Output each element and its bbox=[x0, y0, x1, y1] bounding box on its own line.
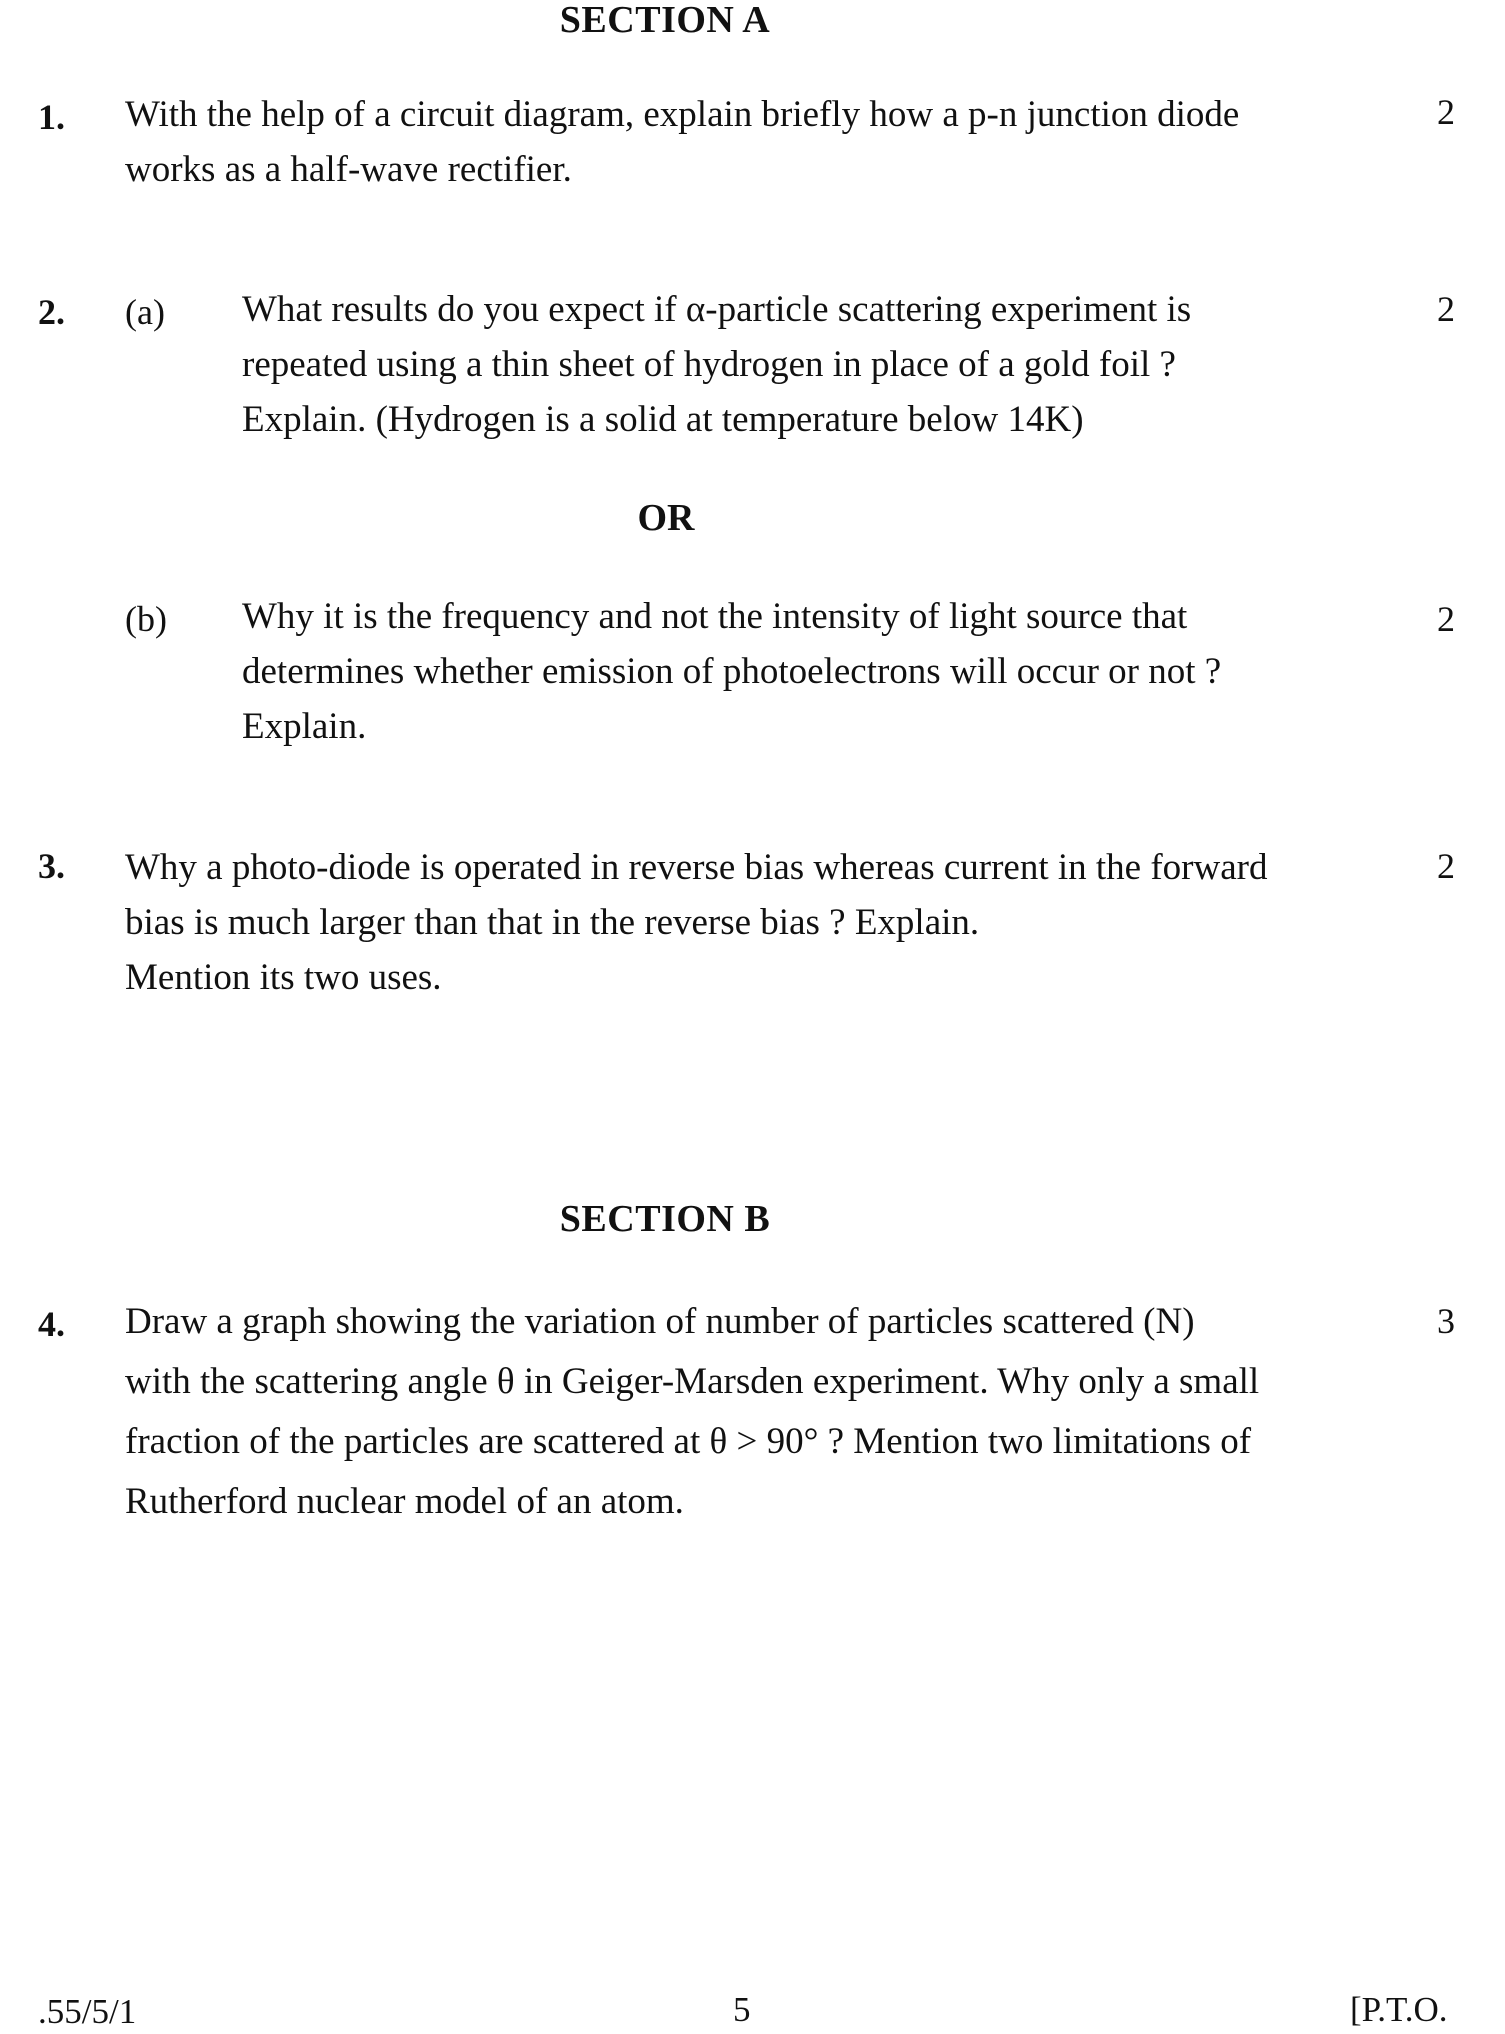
question-1-line-2: works as a half-wave rectifier. bbox=[125, 149, 572, 190]
question-4-line-4: Rutherford nuclear model of an atom. bbox=[125, 1481, 684, 1522]
question-4-text bbox=[125, 1292, 1295, 1532]
footer-pto: [P.T.O. bbox=[1350, 1990, 1448, 2029]
question-3-text bbox=[125, 840, 1295, 1005]
question-4-number: 4. bbox=[38, 1304, 65, 1344]
question-3-line-3: Mention its two uses. bbox=[125, 957, 442, 998]
question-2b-line-1: Why it is the frequency and not the intensity of light source that bbox=[242, 596, 1188, 637]
question-3-line-1: Why a photo-diode is operated in reverse bias whereas current in the forward bbox=[125, 847, 1268, 888]
question-4-line-1: Draw a graph showing the variation of number of particles scattered (N) bbox=[125, 1301, 1195, 1342]
question-1-text bbox=[125, 87, 1295, 197]
question-2a-line-3: Explain. (Hydrogen is a solid at temperature below 14K) bbox=[242, 399, 1084, 440]
or-label: OR bbox=[637, 497, 695, 539]
question-2a-line-2: repeated using a thin sheet of hydrogen in place of a gold foil ? bbox=[242, 344, 1176, 385]
question-1-number: 1. bbox=[38, 97, 65, 137]
section-b-heading: SECTION B bbox=[559, 1198, 771, 1240]
question-2a-line-1: What results do you expect if α-particle scattering experiment is bbox=[242, 289, 1192, 330]
footer-paper-code: .55/5/1 bbox=[38, 1992, 137, 2031]
question-2-number: 2. bbox=[38, 292, 65, 332]
question-1-marks: 2 bbox=[1437, 92, 1455, 132]
question-3-number: 3. bbox=[38, 846, 65, 886]
question-2b-text bbox=[242, 589, 1295, 754]
question-2b-marks: 2 bbox=[1437, 599, 1455, 639]
question-2b-line-2: determines whether emission of photoelectrons will occur or not ? bbox=[242, 651, 1222, 692]
question-2a-text bbox=[242, 282, 1295, 447]
footer-page-number: 5 bbox=[733, 1990, 751, 2029]
question-2a-label: (a) bbox=[125, 292, 165, 332]
question-2b-line-3: Explain. bbox=[242, 706, 367, 747]
question-4-marks: 3 bbox=[1437, 1301, 1455, 1341]
section-a-heading: SECTION A bbox=[559, 0, 771, 41]
question-2b-label: (b) bbox=[125, 599, 167, 639]
question-2a-marks: 2 bbox=[1437, 289, 1455, 329]
question-3-line-2: bias is much larger than that in the reverse bias ? Explain. bbox=[125, 902, 980, 943]
question-4-line-2: with the scattering angle θ in Geiger-Marsden experiment. Why only a small bbox=[125, 1361, 1260, 1402]
question-3-marks: 2 bbox=[1437, 846, 1455, 886]
question-1-line-1: With the help of a circuit diagram, explain briefly how a p-n junction diode bbox=[125, 94, 1240, 135]
question-4-line-3: fraction of the particles are scattered at θ > 90° ? Mention two limitations of bbox=[125, 1421, 1252, 1462]
